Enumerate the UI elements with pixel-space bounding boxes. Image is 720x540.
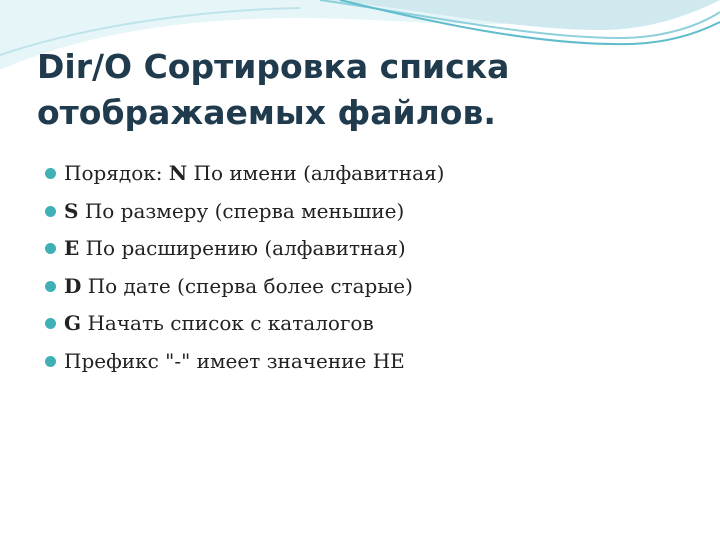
bullet-item [45,268,685,306]
bullet-text: По размеру (сперва меньшие) [84,198,405,223]
bullet-item [45,230,685,268]
bullet-text: Начать список с каталогов [87,311,374,335]
bullet-text: По расширению (алфавитная) [85,236,406,260]
bullet-dot-icon [45,168,56,179]
bullet-item [45,305,685,343]
bullet-key: N [168,161,188,185]
bullet-dot-icon [45,243,56,254]
bullet-key: E [64,236,80,260]
title-line1: Сортировка списка [143,47,510,86]
bullet-dot-icon [45,281,56,292]
bullet-text: Префикс "-" имеет значение НЕ [64,348,405,373]
bullet-text: Порядок: [64,161,169,185]
bullet-item [45,193,685,231]
bullet-key: D [64,273,82,298]
bullet-list [45,155,685,380]
bullet-key: S [64,198,79,223]
bullet-item [45,343,685,381]
title-line2: отображаемых файлов. [37,93,496,132]
bullet-dot-icon [45,206,56,217]
bullet-dot-icon [45,356,56,367]
slide-title [37,44,697,136]
bullet-dot-icon [45,318,56,329]
bullet-text: По имени (алфавитная) [193,161,445,185]
bullet-key: G [64,311,82,335]
bullet-text: По дате (сперва более старые) [87,273,413,298]
title-code: Dir/O [37,47,133,86]
bullet-item [45,155,685,193]
